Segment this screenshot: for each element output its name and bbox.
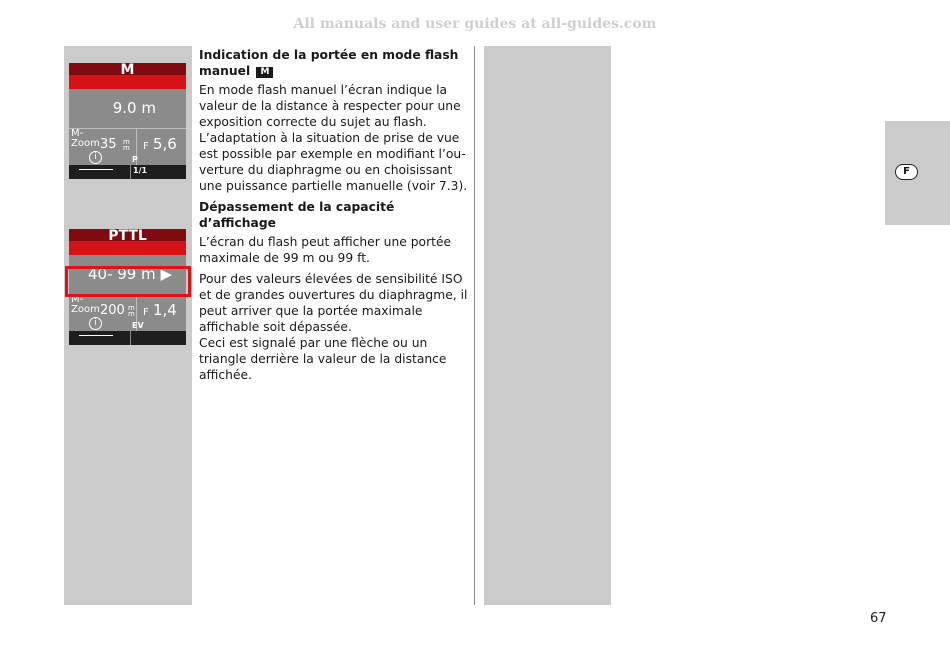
manual-mode-icon: M <box>256 67 273 78</box>
zoom-value: 200 <box>100 303 125 318</box>
language-badge: F <box>895 164 918 180</box>
text-column <box>199 47 469 385</box>
footer-line <box>79 169 113 170</box>
section-title-manual-range: Indication de la portée en mode flash manuel M <box>199 48 459 78</box>
zoom-unit: m m <box>123 138 130 152</box>
flash-display-manual <box>69 63 186 179</box>
overflow-arrow-icon: ▶ <box>160 265 172 283</box>
submode-label: P <box>132 155 138 164</box>
paragraph-max-range: L’écran du flash peut afficher une portée maximale de 99 m ou 99 ft. <box>199 235 452 265</box>
zoom-label: M- Zoom <box>71 128 100 149</box>
info-icon: i <box>89 151 102 164</box>
mode-label: PTTL <box>69 241 186 255</box>
mode-label: M <box>69 75 186 89</box>
power-value: 1/1 <box>133 166 148 175</box>
watermark: All manuals and user guides at all-guides.com <box>293 16 657 32</box>
aperture-value: 5,6 <box>153 135 177 153</box>
paragraph-arrow-indicator: Ceci est signalé par une flèche ou un triangle derrière la valeur de la distance affichée. <box>199 336 447 382</box>
zoom-label: M- Zoom <box>71 294 100 315</box>
display-screen <box>69 89 186 165</box>
right-sidebar-column <box>484 46 611 605</box>
zoom-value: 35 <box>100 137 117 152</box>
footer-separator <box>130 165 131 179</box>
aperture-label: F <box>143 141 149 152</box>
distance-value: 40- 99 m ▶ <box>87 265 172 283</box>
section-title-display-overflow: Dépassement de la capacité d’affichage <box>199 200 395 230</box>
aperture-value: 1,4 <box>153 301 177 319</box>
footer-separator <box>130 331 131 345</box>
zoom-unit: m m <box>128 304 135 318</box>
column-divider <box>474 46 475 605</box>
paragraph-manual-range: En mode flash manuel l’écran indique la valeur de la distance à respecter pour une exposition correcte du sujet au flash. L’adaptation à la situation de prise de vue est possible par exemple en modifiant l’ouverture du diaphragme ou en choisissant une puissance partielle manuelle (voir 7.3). <box>199 83 468 193</box>
page-number: 67 <box>870 611 887 626</box>
display-footer <box>69 331 186 345</box>
distance-highlight-frame <box>65 266 191 297</box>
paragraph-iso-aperture: Pour des valeurs élevées de sensibilité ISO et de grandes ouvertures du diaphragme, il peut arriver que la portée maximale affichable soit dépassée. <box>199 272 468 334</box>
footer-line <box>79 335 113 336</box>
display-footer <box>69 165 186 179</box>
distance-value: 9.0 m <box>112 99 156 117</box>
info-icon: i <box>89 317 102 330</box>
submode-label: EV <box>132 321 144 330</box>
aperture-label: F <box>143 307 149 318</box>
